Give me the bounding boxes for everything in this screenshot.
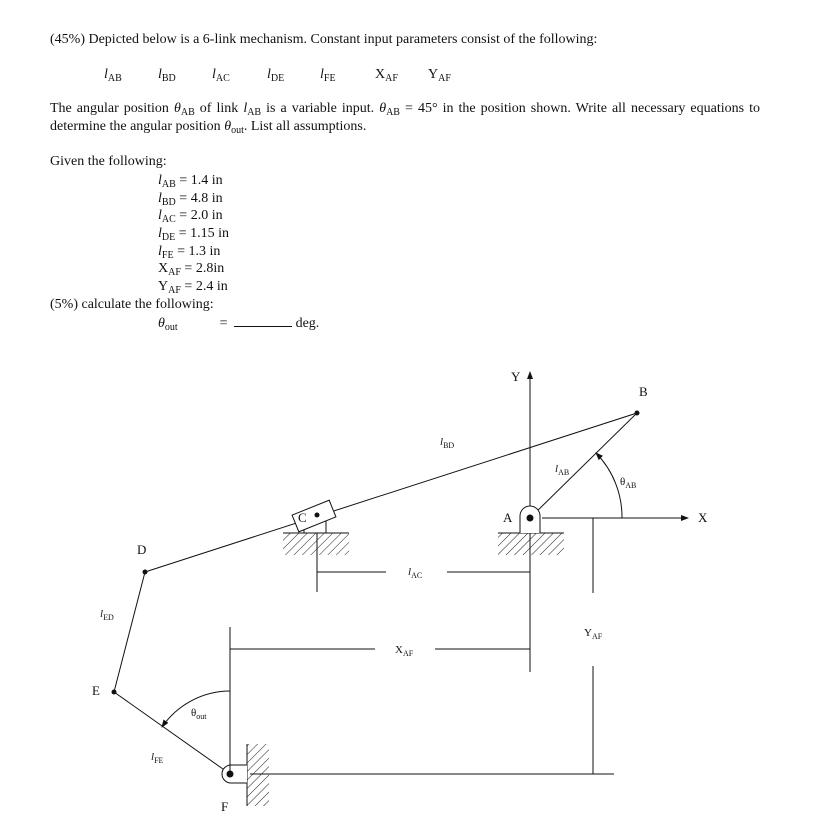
label-e: E [92,683,100,698]
label-theta-out: θout [191,707,207,721]
label-y-axis: Y [511,369,521,384]
given-label: Given the following: [50,154,167,169]
label-a: A [503,510,513,525]
joint-b [635,411,640,416]
given-item: $l_{AB} = 1.4$ in [158,173,223,190]
pin-f [222,765,247,783]
param: $l_{DE}$ [267,67,285,84]
given-item: $l_{BD} = 4.8$ in [158,191,223,208]
label-theta-ab: θAB [620,476,637,490]
label-lbd: lBD [440,436,455,450]
label-f: F [221,799,229,814]
ground-hatch-c [283,533,349,555]
param: $l_{AB}$ [104,67,122,84]
theta-ab-arc [596,453,622,518]
label-lac: lAC [408,566,423,580]
label-led: lED [100,608,114,622]
label-lab: lAB [555,463,570,477]
given-item: $l_{FE} = 1.3$ in [158,244,221,261]
joint-f [227,771,234,778]
param: $Y_{AF}$ [428,67,451,84]
param: $l_{FE}$ [320,67,336,84]
given-item: $l_{AC} = 2.0$ in [158,208,223,225]
label-lfe: lFE [151,751,164,765]
joint-d [143,570,148,575]
param: $l_{BD}$ [158,67,176,84]
label-x-axis: X [698,510,708,525]
param: $l_{AC}$ [212,67,230,84]
joint-a [527,515,534,522]
ground-hatch-a [498,533,564,555]
calc-label: (5%) calculate the following: [50,297,214,312]
joint-c [315,513,320,518]
given-item: $l_{DE} = 1.15$ in [158,226,230,243]
joint-e [112,690,117,695]
intro-text: (45%) Depicted below is a 6-link mechanism. Constant input parameters consist of the following: [50,32,598,47]
problem-paragraph: The angular position $\theta_{AB}$ of link $l_{AB}$ is a variable input. $\theta_{AB} = 45^\circ$ in the position shown. Write all necessary equations to determine the angular position $\theta_{out}$. List all assumptions. [50,101,760,136]
label-b: B [639,384,648,399]
wall-hatch-f [247,744,269,806]
given-item: $X_{AF} = 2.8in$ [158,261,225,278]
link-ef [114,692,230,774]
link-de [114,572,145,692]
label-xaf: XAF [395,644,414,658]
answer-line: $\theta_{out}$ = deg. [158,316,320,333]
label-c: C [298,510,307,525]
label-d: D [137,542,147,557]
given-item: $Y_{AF} = 2.4$ in [158,279,228,296]
label-yaf: YAF [584,627,603,641]
param: $X_{AF}$ [375,67,398,84]
